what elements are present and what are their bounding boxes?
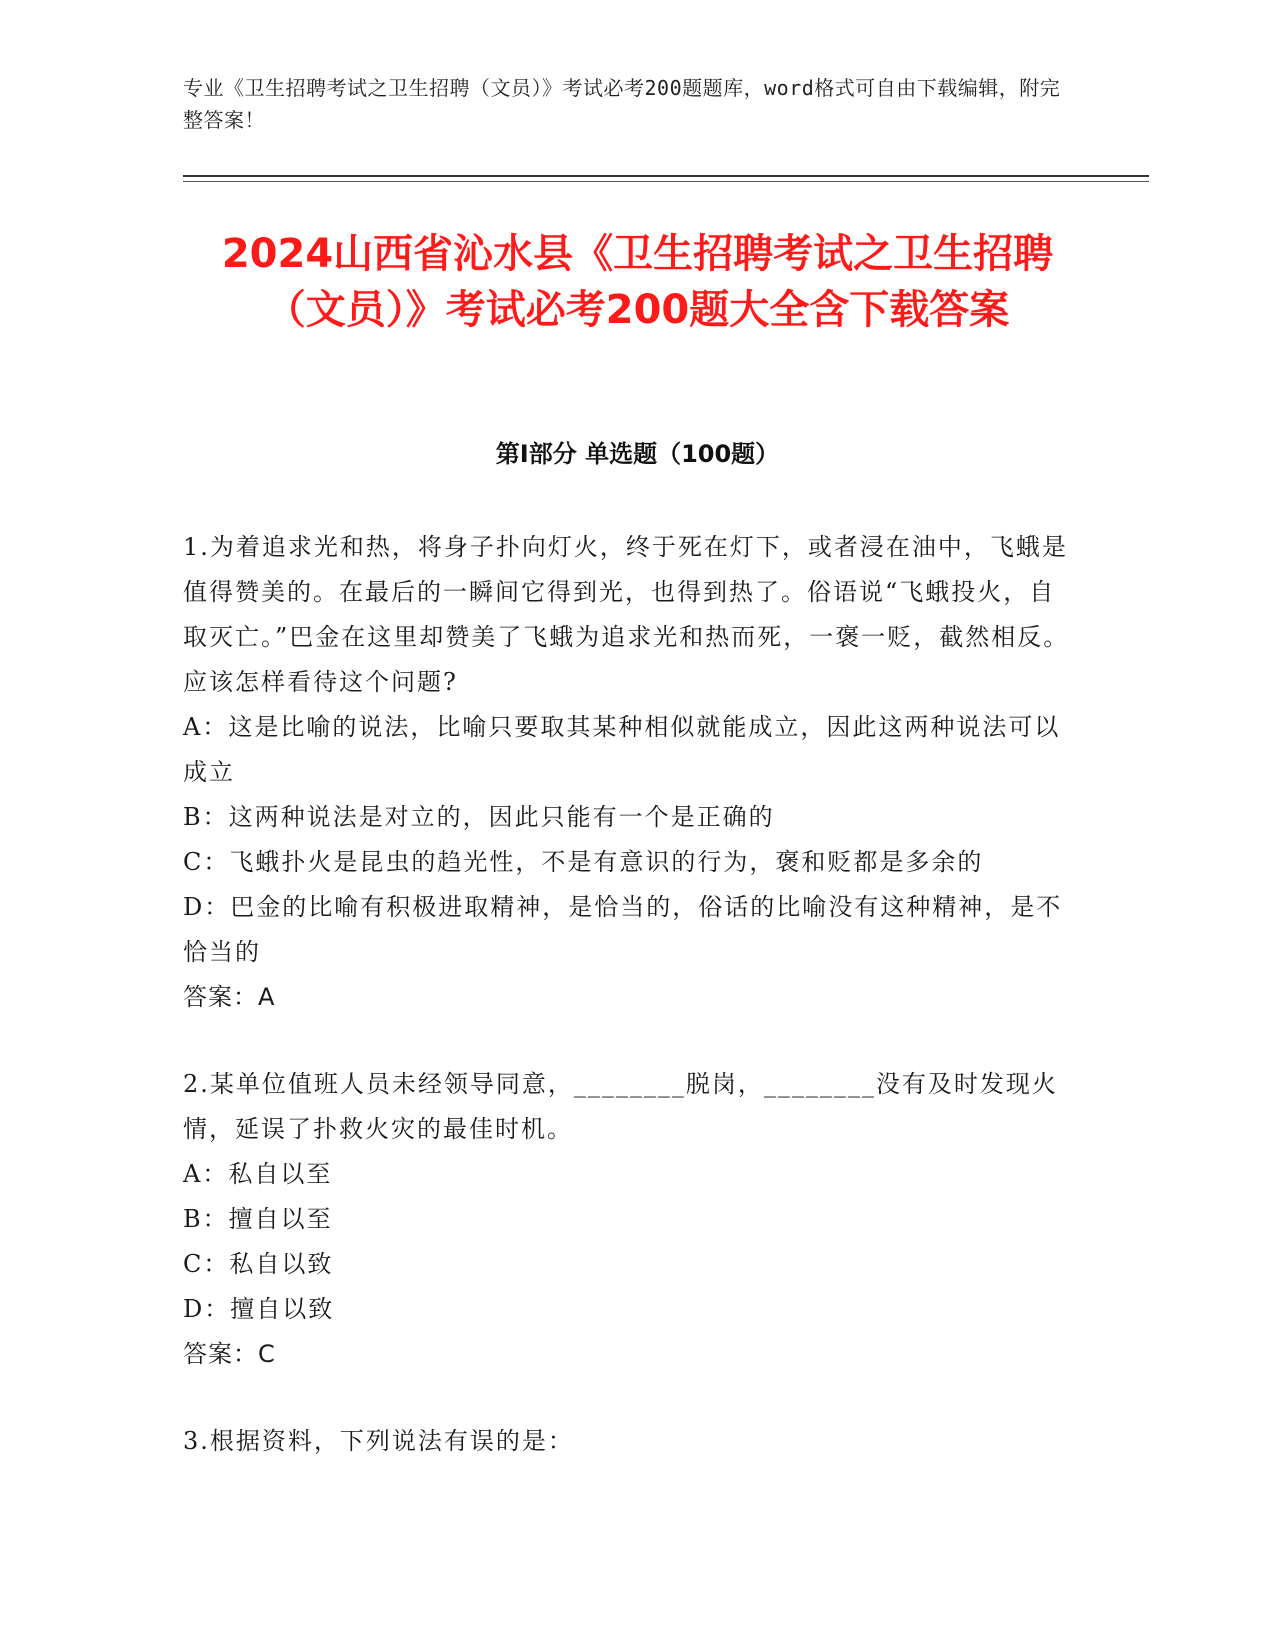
question-item	[183, 1062, 1073, 1377]
question-option-a: A：私自以至	[183, 1160, 333, 1188]
question-stem: 1.为着追求光和热，将身子扑向灯火，终于死在灯下，或者浸在油中，飞蛾是值得赞美的。在最后的一瞬间它得到光，也得到热了。俗语说“飞蛾投火，自取灭亡。”巴金在这里却赞美了飞蛾为追求光和热而死，一褒一贬，截然相反。应该怎样看待这个问题?	[183, 533, 1070, 696]
question-answer: 答案：A	[183, 983, 276, 1011]
header-divider-thin	[183, 181, 1149, 182]
document-title: 2024山西省沁水县《卫生招聘考试之卫生招聘（文员）》考试必考200题大全含下载答案	[221, 231, 1054, 333]
question-answer: 答案：C	[183, 1340, 276, 1368]
question-item	[183, 525, 1073, 1020]
header-note: 专业《卫生招聘考试之卫生招聘（文员）》考试必考200题题库，word格式可自由下载编辑，附完整答案！	[183, 76, 1061, 132]
question-list	[183, 525, 1073, 1506]
question-item	[183, 1419, 1073, 1464]
question-stem: 3.根据资料，下列说法有误的是：	[183, 1427, 574, 1455]
question-option-d: D：擅自以致	[183, 1295, 335, 1323]
question-stem: 2.某单位值班人员未经领导同意，________脱岗，________没有及时发现火情，延误了扑救火灾的最佳时机。	[183, 1070, 1058, 1143]
question-option-b: B：这两种说法是对立的，因此只能有一个是正确的	[183, 803, 775, 831]
question-option-b: B：擅自以至	[183, 1205, 333, 1233]
question-option-d: D：巴金的比喻有积极进取精神，是恰当的，俗话的比喻没有这种精神，是不恰当的	[183, 893, 1063, 966]
question-option-a: A：这是比喻的说法，比喻只要取其某种相似就能成立，因此这两种说法可以成立	[183, 713, 1061, 786]
question-option-c: C：私自以致	[183, 1250, 334, 1278]
header-divider	[183, 175, 1149, 177]
question-option-c: C：飞蛾扑火是昆虫的趋光性，不是有意识的行为，褒和贬都是多余的	[183, 848, 984, 876]
section-title: 第Ⅰ部分 单选题（100题）	[495, 440, 780, 468]
